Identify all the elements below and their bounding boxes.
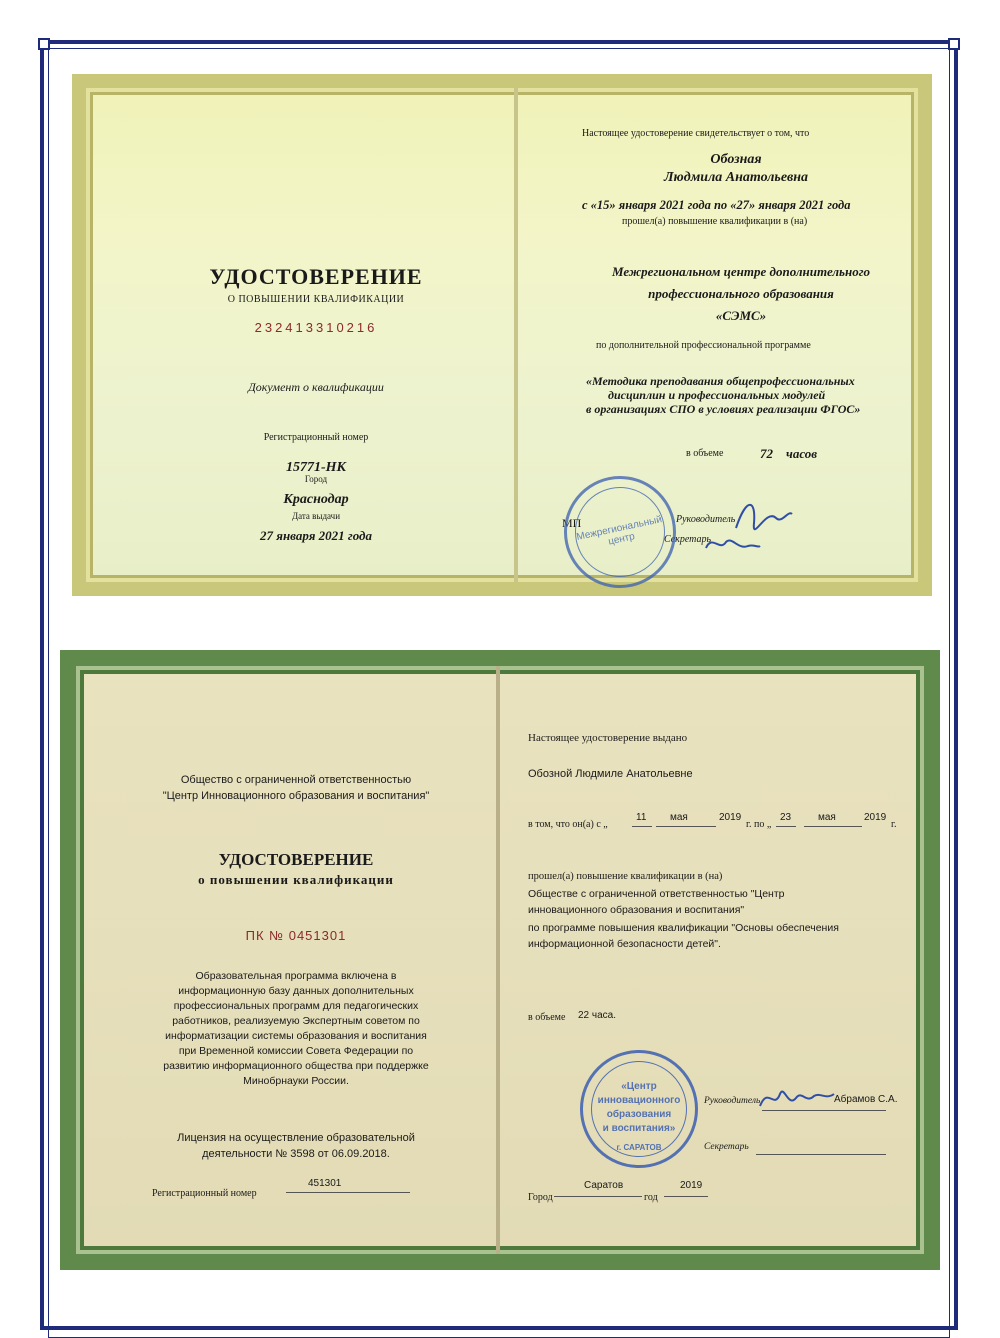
issuer-line-2: "Центр Инновационного образования и воспитания": [162, 790, 430, 802]
training-period: с «15» января 2021 года по «27» января 2021 года: [582, 198, 851, 212]
volume-label: в объеме: [686, 448, 724, 459]
program-line-2: информационной безопасности детей".: [528, 938, 721, 950]
year-to: 2019: [864, 812, 887, 823]
stamp-city: г. САРАТОВ: [616, 1143, 662, 1152]
head-label: Руководитель: [676, 514, 736, 525]
serial-number: 232413310216: [254, 320, 378, 335]
stamp-center-line: образования: [606, 1109, 672, 1120]
description-line: при Временной комиссии Совета Федерации по: [178, 1045, 414, 1057]
seal-place-label: МП: [562, 516, 582, 530]
issuer-line-1: Общество с ограниченной ответственностью: [180, 774, 412, 786]
passed-text: прошел(а) повышение квалификации в (на): [622, 216, 808, 227]
city-label: Город: [528, 1192, 553, 1203]
year-from: 2019: [719, 812, 742, 823]
issue-date: 27 января 2021 года: [260, 528, 372, 543]
head-name: Абрамов С.А.: [834, 1094, 898, 1105]
hours-word: часов: [786, 446, 818, 461]
volume-label: в объеме: [528, 1012, 566, 1023]
program-line-3: в организациях СПО в условиях реализации ФГОС»: [586, 402, 861, 416]
month-from: мая: [670, 812, 688, 823]
month-from-underline: [656, 826, 716, 827]
stamp-text: Межрегиональный центр: [575, 514, 663, 548]
license-line-1: Лицензия на осуществление образовательной: [177, 1132, 415, 1144]
program-intro: по дополнительной профессиональной программе: [596, 340, 811, 351]
signature-head: [756, 1080, 836, 1116]
city-label: Город: [304, 474, 328, 484]
registration-label: Регистрационный номер: [152, 1188, 257, 1199]
volume-value: 22 часа.: [578, 1010, 617, 1021]
recipient-surname: Обозная: [710, 152, 762, 167]
description-line: информатизации системы образования и воспитания: [165, 1030, 427, 1042]
organization-line-1: Обществе с ограниченной ответственностью "Центр: [528, 888, 785, 900]
head-label: Руководитель: [704, 1096, 761, 1106]
organization-line-2: инновационного образования и воспитания": [528, 904, 745, 916]
passed-text: прошел(а) повышение квалификации в (на): [528, 871, 723, 882]
license-line-2: деятельности № 3598 от 06.09.2018.: [202, 1148, 390, 1160]
period-to-label: г. по „: [746, 819, 772, 830]
organization-stamp: [580, 1050, 698, 1168]
program-line-1: «Методика преподавания общепрофессиональных: [586, 374, 855, 388]
certificate-spine: [496, 666, 500, 1254]
certificate-sems: [72, 74, 932, 596]
border-corner: [38, 38, 50, 50]
certificate-subtitle: о повышении квалификации: [198, 872, 394, 887]
document-type: Документ о квалификации: [248, 380, 384, 394]
issue-date-label: Дата выдачи: [291, 511, 341, 521]
organization-stamp: [554, 466, 687, 599]
organization-line-2: профессионального образования: [648, 286, 834, 301]
organization-line-1: Межрегиональном центре дополнительного: [611, 264, 871, 279]
city: Краснодар: [283, 492, 349, 507]
secretary-label: Секретарь: [664, 534, 712, 545]
certificate-ciov: [60, 650, 940, 1270]
day-from: 11: [636, 812, 647, 823]
program-line-2: дисциплин и профессиональных модулей: [608, 388, 826, 402]
registration-underline: [286, 1192, 410, 1193]
intro-text: Настоящее удостоверение свидетельствует о том, что: [582, 128, 810, 139]
year-underline: [664, 1196, 708, 1197]
month-to: мая: [818, 812, 836, 823]
issued-text: Настоящее удостоверение выдано: [528, 732, 688, 744]
day-from-underline: [632, 826, 652, 827]
secretary-label: Секретарь: [704, 1142, 749, 1152]
description-line: профессиональных программ для педагогических: [173, 1000, 419, 1012]
signature-secretary: [702, 530, 762, 560]
day-to-underline: [776, 826, 796, 827]
certificate-title: УДОСТОВЕРЕНИЕ: [218, 850, 374, 869]
certificate-title: УДОСТОВЕРЕНИЕ: [209, 264, 423, 289]
secretary-signature-line: [756, 1154, 886, 1155]
serial-number: ПК № 0451301: [245, 928, 347, 943]
stamp-center-line: «Центр: [621, 1081, 657, 1092]
certificate-subtitle: О ПОВЫШЕНИИ КВАЛИФИКАЦИИ: [227, 294, 405, 305]
organization-line-3: «СЭМС»: [715, 308, 767, 323]
registration-number: 451301: [308, 1178, 342, 1189]
border-corner: [948, 38, 960, 50]
year: 2019: [680, 1180, 703, 1191]
description-line: информационную базу данных дополнительных: [178, 985, 414, 997]
registration-number: 15771-НК: [285, 460, 347, 475]
recipient-name: Людмила Анатольевна: [663, 170, 809, 185]
description-line: развитию информационного общества при поддержке: [163, 1060, 429, 1072]
city-underline: [554, 1196, 642, 1197]
registration-label: Регистрационный номер: [263, 432, 369, 443]
program-line-1: по программе повышения квалификации "Основы обеспечения: [528, 922, 839, 934]
stamp-center-line: инновационного: [597, 1095, 681, 1106]
month-to-underline: [804, 826, 862, 827]
city: Саратов: [584, 1180, 624, 1191]
year-label: год: [644, 1192, 658, 1203]
description-line: работников, реализуемую Экспертным советом по: [172, 1015, 420, 1027]
period-prefix: в том, что он(а) с „: [528, 819, 608, 830]
description-line: Образовательная программа включена в: [195, 970, 397, 982]
day-to: 23: [780, 812, 792, 823]
certificate-spine: [514, 88, 518, 582]
recipient-name: Обозной Людмиле Анатольевне: [528, 768, 693, 780]
stamp-center-line: и воспитания»: [602, 1123, 676, 1134]
description-line: Минобрнауки России.: [243, 1075, 349, 1087]
volume-hours: 72: [760, 446, 773, 461]
period-end: г.: [891, 819, 897, 830]
